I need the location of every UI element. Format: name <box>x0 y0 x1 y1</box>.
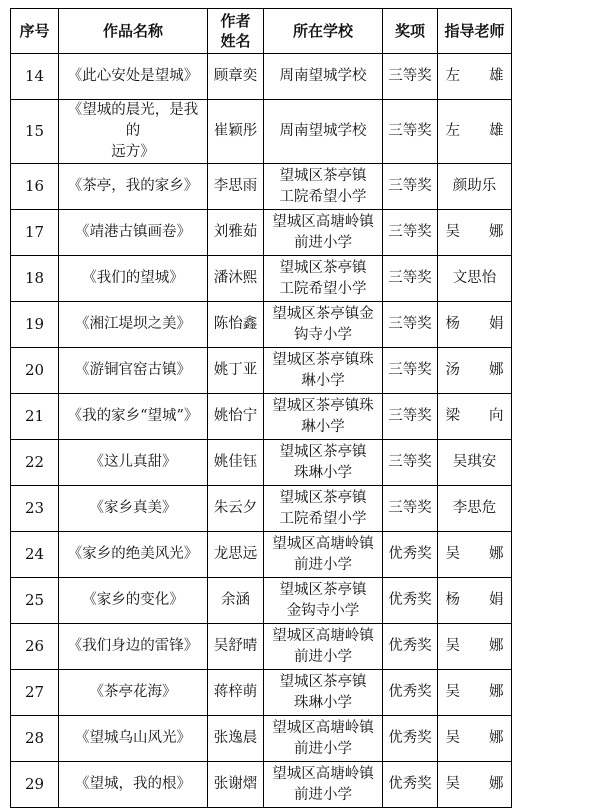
teacher-cell: 文思怡 <box>438 256 512 302</box>
teacher-cell: 汤 娜 <box>438 348 512 394</box>
work-title-cell: 《这儿真甜》 <box>59 440 208 486</box>
work-title-cell: 《我们的望城》 <box>59 256 208 302</box>
author-cell: 李思雨 <box>208 164 264 210</box>
number-cell: 16 <box>11 164 59 210</box>
table-row <box>11 348 512 394</box>
header-award: 奖项 <box>383 9 438 54</box>
table-row <box>11 486 512 532</box>
table-row <box>11 256 512 302</box>
author-cell: 潘沐熙 <box>208 256 264 302</box>
number-cell: 14 <box>11 54 59 100</box>
award-cell: 优秀奖 <box>383 532 438 578</box>
number-cell: 23 <box>11 486 59 532</box>
award-cell: 三等奖 <box>383 348 438 394</box>
header-author: 作者 姓名 <box>208 9 264 54</box>
number-cell: 28 <box>11 716 59 762</box>
teacher-cell: 吴 娜 <box>438 670 512 716</box>
number-cell: 18 <box>11 256 59 302</box>
author-cell: 顾章奕 <box>208 54 264 100</box>
award-cell: 三等奖 <box>383 486 438 532</box>
author-cell: 姚丁亚 <box>208 348 264 394</box>
school-cell: 望城区茶亭镇 工院希望小学 <box>264 164 383 210</box>
number-cell: 25 <box>11 578 59 624</box>
author-cell: 张逸晨 <box>208 716 264 762</box>
work-title-cell: 《家乡真美》 <box>59 486 208 532</box>
author-cell: 龙思远 <box>208 532 264 578</box>
work-title-cell: 《家乡的绝美风光》 <box>59 532 208 578</box>
author-cell: 朱云夕 <box>208 486 264 532</box>
school-cell: 望城区高塘岭镇 前进小学 <box>264 716 383 762</box>
school-cell: 望城区茶亭镇 工院希望小学 <box>264 486 383 532</box>
award-cell: 优秀奖 <box>383 624 438 670</box>
teacher-cell: 梁 向 <box>438 394 512 440</box>
work-title-cell: 《望城乌山风光》 <box>59 716 208 762</box>
table-row <box>11 716 512 762</box>
school-cell: 望城区茶亭镇 工院希望小学 <box>264 256 383 302</box>
award-cell: 三等奖 <box>383 394 438 440</box>
school-cell: 望城区茶亭镇 珠琳小学 <box>264 670 383 716</box>
author-cell: 张谢熠 <box>208 762 264 808</box>
awards-table <box>10 8 512 808</box>
teacher-cell: 杨 娟 <box>438 302 512 348</box>
number-cell: 21 <box>11 394 59 440</box>
header-title: 作品名称 <box>59 9 208 54</box>
teacher-cell: 吴 娜 <box>438 716 512 762</box>
number-cell: 20 <box>11 348 59 394</box>
author-cell: 姚怡宁 <box>208 394 264 440</box>
work-title-cell: 《游铜官窑古镇》 <box>59 348 208 394</box>
table-row <box>11 394 512 440</box>
author-cell: 吴舒晴 <box>208 624 264 670</box>
teacher-cell: 左 雄 <box>438 54 512 100</box>
award-cell: 优秀奖 <box>383 716 438 762</box>
work-title-cell: 《家乡的变化》 <box>59 578 208 624</box>
number-cell: 29 <box>11 762 59 808</box>
table-row <box>11 302 512 348</box>
work-title-cell: 《望城的晨光，是我的 远方》 <box>59 100 208 164</box>
number-cell: 27 <box>11 670 59 716</box>
school-cell: 周南望城学校 <box>264 54 383 100</box>
teacher-cell: 吴 娜 <box>438 210 512 256</box>
author-cell: 姚佳钰 <box>208 440 264 486</box>
award-cell: 优秀奖 <box>383 670 438 716</box>
award-cell: 三等奖 <box>383 54 438 100</box>
header-teacher: 指导老师 <box>438 9 512 54</box>
table-row <box>11 532 512 578</box>
work-title-cell: 《湘江堤坝之美》 <box>59 302 208 348</box>
author-cell: 余涵 <box>208 578 264 624</box>
work-title-cell: 《此心安处是望城》 <box>59 54 208 100</box>
school-cell: 望城区茶亭镇珠 琳小学 <box>264 394 383 440</box>
teacher-cell: 吴 娜 <box>438 624 512 670</box>
award-cell: 三等奖 <box>383 100 438 164</box>
teacher-cell: 李思危 <box>438 486 512 532</box>
header-number: 序号 <box>11 9 59 54</box>
number-cell: 26 <box>11 624 59 670</box>
number-cell: 15 <box>11 100 59 164</box>
school-cell: 望城区高塘岭镇 前进小学 <box>264 210 383 256</box>
work-title-cell: 《望城，我的根》 <box>59 762 208 808</box>
teacher-cell: 吴琪安 <box>438 440 512 486</box>
header-school: 所在学校 <box>264 9 383 54</box>
teacher-cell: 左 雄 <box>438 100 512 164</box>
number-cell: 17 <box>11 210 59 256</box>
work-title-cell: 《靖港古镇画卷》 <box>59 210 208 256</box>
award-cell: 三等奖 <box>383 302 438 348</box>
teacher-cell: 吴 娜 <box>438 762 512 808</box>
school-cell: 周南望城学校 <box>264 100 383 164</box>
school-cell: 望城区茶亭镇 金钩寺小学 <box>264 578 383 624</box>
table-row <box>11 100 512 164</box>
award-cell: 三等奖 <box>383 164 438 210</box>
author-cell: 蒋梓萌 <box>208 670 264 716</box>
number-cell: 22 <box>11 440 59 486</box>
table-row <box>11 440 512 486</box>
award-cell: 三等奖 <box>383 440 438 486</box>
table-row <box>11 164 512 210</box>
author-cell: 陈怡鑫 <box>208 302 264 348</box>
header-row <box>11 9 512 54</box>
school-cell: 望城区茶亭镇 珠琳小学 <box>264 440 383 486</box>
table-row <box>11 210 512 256</box>
author-cell: 刘雅茹 <box>208 210 264 256</box>
school-cell: 望城区高塘岭镇 前进小学 <box>264 762 383 808</box>
work-title-cell: 《茶亭花海》 <box>59 670 208 716</box>
school-cell: 望城区高塘岭镇 前进小学 <box>264 624 383 670</box>
table-row <box>11 670 512 716</box>
award-cell: 优秀奖 <box>383 762 438 808</box>
award-cell: 优秀奖 <box>383 578 438 624</box>
school-cell: 望城区茶亭镇金 钩寺小学 <box>264 302 383 348</box>
award-cell: 三等奖 <box>383 256 438 302</box>
work-title-cell: 《我的家乡“望城”》 <box>59 394 208 440</box>
work-title-cell: 《我们身边的雷锋》 <box>59 624 208 670</box>
table-row <box>11 54 512 100</box>
teacher-cell: 吴 娜 <box>438 532 512 578</box>
award-cell: 三等奖 <box>383 210 438 256</box>
work-title-cell: 《茶亭，我的家乡》 <box>59 164 208 210</box>
number-cell: 19 <box>11 302 59 348</box>
table-row <box>11 578 512 624</box>
author-cell: 崔颖彤 <box>208 100 264 164</box>
number-cell: 24 <box>11 532 59 578</box>
teacher-cell: 颜助乐 <box>438 164 512 210</box>
table-row <box>11 762 512 808</box>
teacher-cell: 杨 娟 <box>438 578 512 624</box>
table-row <box>11 624 512 670</box>
school-cell: 望城区茶亭镇珠 琳小学 <box>264 348 383 394</box>
school-cell: 望城区高塘岭镇 前进小学 <box>264 532 383 578</box>
